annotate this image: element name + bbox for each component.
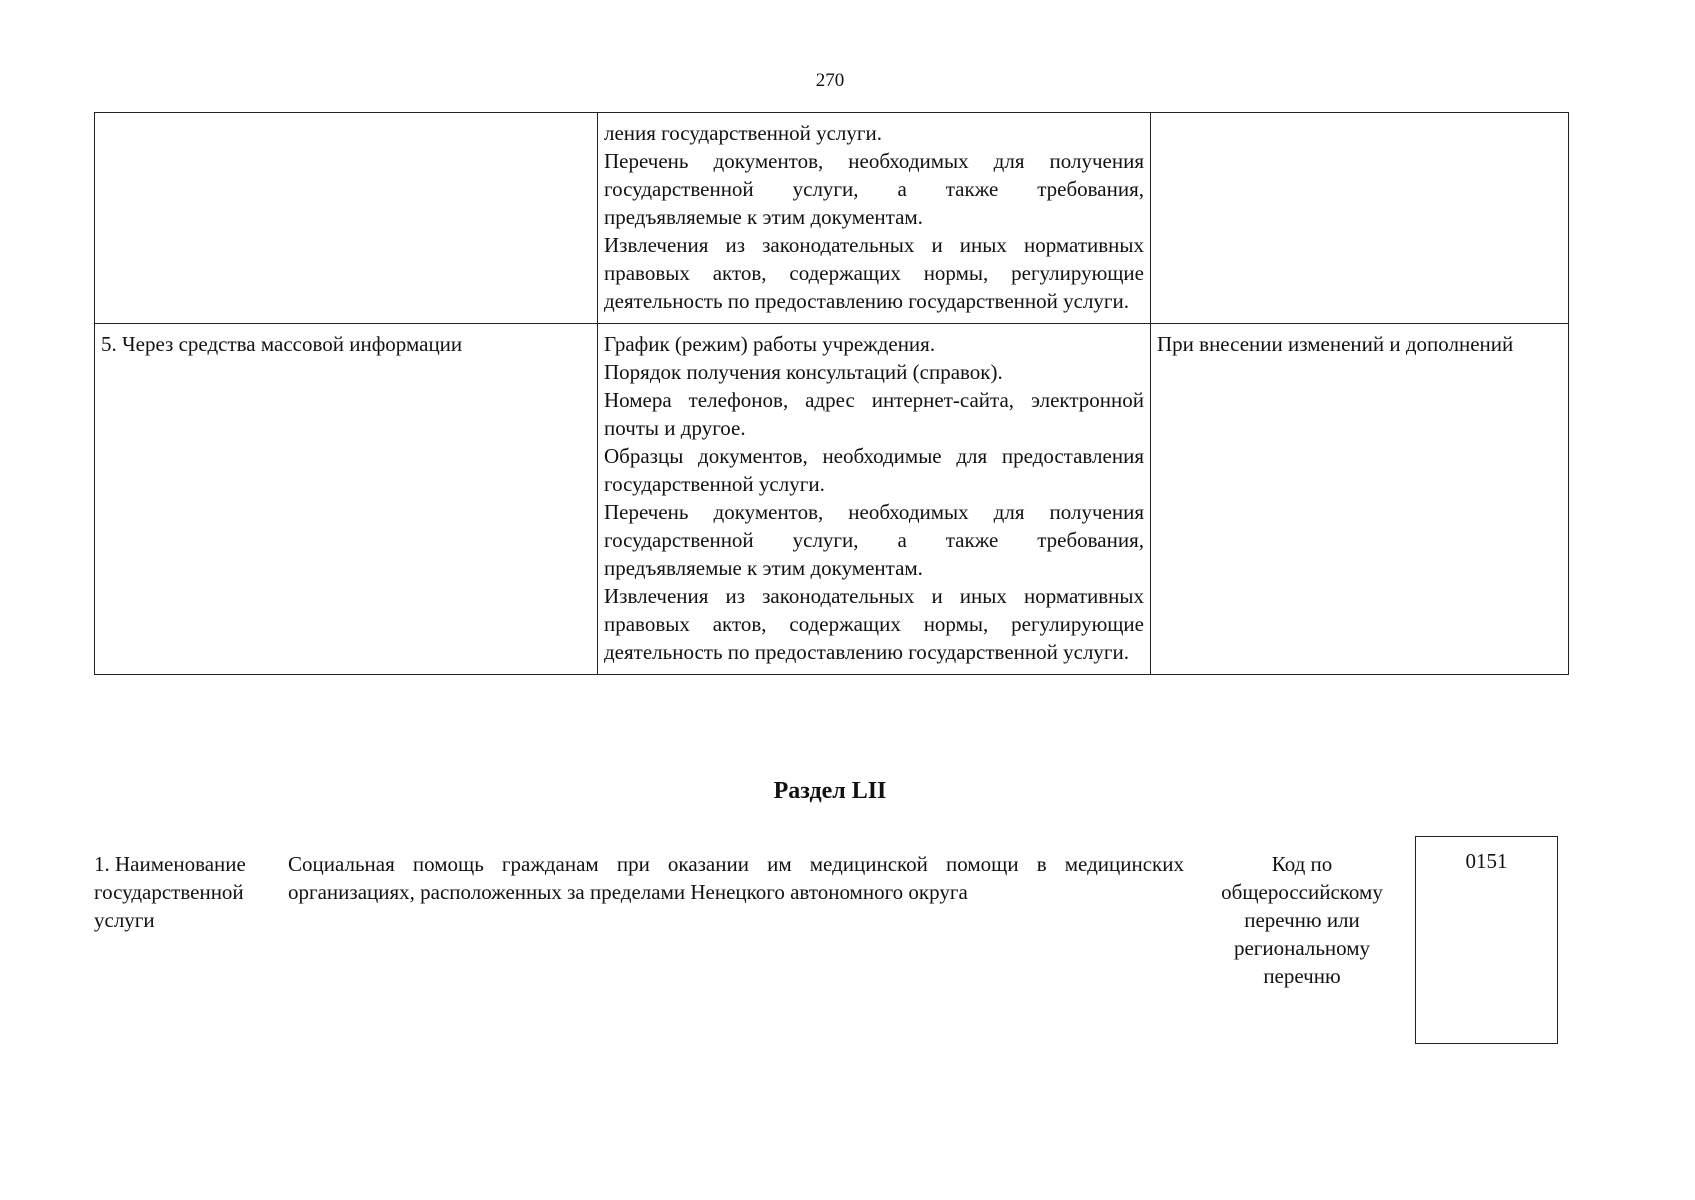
table-cell-content <box>598 324 1151 675</box>
table-row <box>95 324 1569 675</box>
table-cell-frequency: При внесении изменений и дополнений <box>1151 324 1569 675</box>
table-cell-method: 5. Через средства массовой информации <box>95 324 598 675</box>
service-label: 1. Наименование государственной услуги <box>94 852 246 932</box>
code-value: 0151 <box>1465 849 1508 873</box>
information-table <box>94 112 1569 675</box>
table-cell-content <box>598 113 1151 324</box>
page-number: 270 <box>815 70 845 91</box>
content-paragraph: Перечень документов, необходимых для получения государственной услуги, а также требования, предъявляемые к этим документам. <box>604 500 1144 580</box>
section-title: Раздел LII <box>773 778 887 804</box>
code-box <box>1415 836 1558 1044</box>
content-paragraph: Порядок получения консультаций (справок). <box>604 360 1003 384</box>
content-paragraph: Перечень документов, необходимых для получения государственной услуги, а также требования, предъявляемые к этим документам. <box>604 149 1144 229</box>
table-cell-method <box>95 113 598 324</box>
content-paragraph: Образцы документов, необходимые для предоставления государственной услуги. <box>604 444 1144 496</box>
content-paragraph: Извлечения из законодательных и иных нормативных правовых актов, содержащих нормы, регулирующие деятельность по предоставлению государственной услуги. <box>604 584 1144 664</box>
content-paragraph: Извлечения из законодательных и иных нормативных правовых актов, содержащих нормы, регулирующие деятельность по предоставлению государственной услуги. <box>604 233 1144 313</box>
code-label: Код по общероссийскому перечню или региональному перечню <box>1221 852 1383 988</box>
content-paragraph: График (режим) работы учреждения. <box>604 332 936 356</box>
content-paragraph: Номера телефонов, адрес интернет-сайта, электронной почты и другое. <box>604 388 1144 440</box>
table-row <box>95 113 1569 324</box>
content-paragraph: ления государственной услуги. <box>604 121 883 145</box>
table-cell-frequency <box>1151 113 1569 324</box>
service-name: Социальная помощь гражданам при оказании им медицинской помощи в медицинских организациях, расположенных за пределами Ненецкого автономного округа <box>288 852 1184 904</box>
